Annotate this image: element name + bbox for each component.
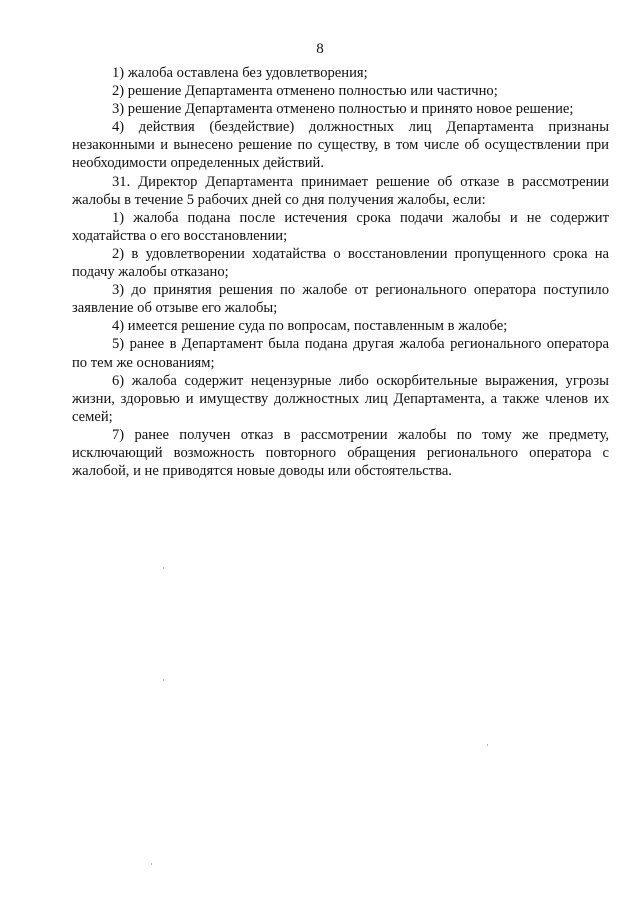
document-body xyxy=(72,64,609,480)
paragraph-refusal-3-withdrawal: 3) до принятия решения по жалобе от регионального оператора поступило заявление об отзыве его жалобы; xyxy=(72,282,609,317)
scan-speck xyxy=(163,567,164,569)
paragraph-item-3-new-decision: 3) решение Департамента отменено полностью и принято новое решение; xyxy=(112,101,574,118)
paragraph-refusal-1-deadline: 1) жалоба подана после истечения срока подачи жалобы и не содержит ходатайства о его восстановлении; xyxy=(72,209,609,244)
paragraph-refusal-5-duplicate: 5) ранее в Департамент была подана другая жалоба регионального оператора по тем же основаниям; xyxy=(72,336,609,371)
scan-speck xyxy=(487,744,488,746)
paragraph-refusal-4-court-decision: 4) имеется решение суда по вопросам, поставленным в жалобе; xyxy=(112,318,508,335)
paragraph-item-1-rejected: 1) жалоба оставлена без удовлетворения; xyxy=(112,65,368,81)
paragraph-item-4-actions-unlawful: 4) действия (бездействие) должностных лиц Департамента признаны незаконными и вынесено решение по существу, в том числе об осуществлении при необходимости определенных действий. xyxy=(72,119,609,172)
paragraph-refusal-6-offensive: 6) жалоба содержит нецензурные либо оскорбительные выражения, угрозы жизни, здоровью и имуществу должностных лиц Департамента, а также членов их семей; xyxy=(72,372,609,425)
paragraph-section-31: 31. Директор Департамента принимает решение об отказе в рассмотрении жалобы в течение 5 рабочих дней со дня получения жалобы, если: xyxy=(72,173,609,208)
page-number: 8 xyxy=(316,41,324,57)
scan-speck xyxy=(163,679,164,681)
paragraph-refusal-7-repeat: 7) ранее получен отказ в рассмотрении жалобы по тому же предмету, исключающий возможность повторного обращения регионального оператора с жалобой, и не приводятся новые доводы или обстоятельства. xyxy=(72,426,609,480)
paragraph-refusal-2-petition-denied: 2) в удовлетворении ходатайства о восстановлении пропущенного срока на подачу жалобы отказано; xyxy=(72,245,609,281)
scan-speck xyxy=(151,863,152,865)
paragraph-item-2-partially-cancelled: 2) решение Департамента отменено полностью или частично; xyxy=(112,83,498,100)
